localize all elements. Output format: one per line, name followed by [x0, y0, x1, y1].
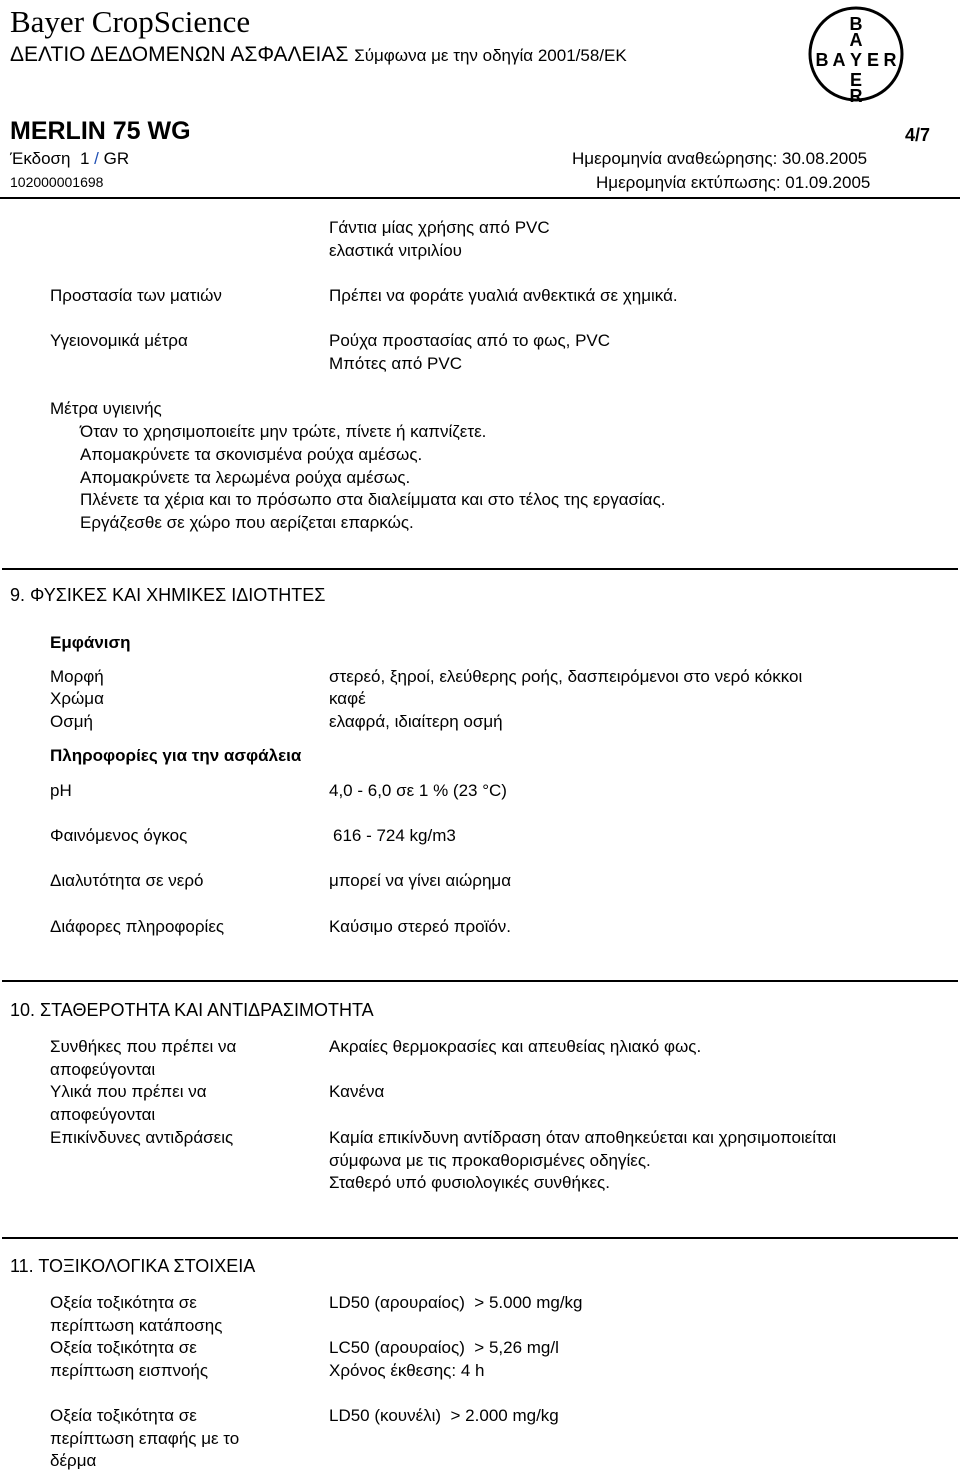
logo-letter-horizontal: E — [866, 50, 880, 70]
hygiene-value-2: Μπότες από PVC — [329, 354, 463, 373]
dermal-toxicity-label-1: Οξεία τοξικότητα σε — [50, 1406, 197, 1425]
color-label: Χρώμα — [50, 689, 104, 708]
hygiene-measures-title: Μέτρα υγιεινής — [50, 399, 162, 418]
materials-label-line-2: αποφεύγονται — [50, 1105, 156, 1124]
oral-toxicity-label-2: περίπτωση κατάποσης — [50, 1316, 223, 1335]
section-11-title: 11. ΤΟΞΙΚΟΛΟΓΙΚΑ ΣΤΟΙΧΕΙΑ — [10, 1256, 256, 1276]
bulk-density-value: 616 - 724 kg/m3 — [333, 826, 456, 845]
section-10-divider — [2, 980, 958, 982]
bayer-cross-logo — [806, 4, 906, 104]
appearance-heading: Εμφάνιση — [50, 633, 131, 652]
version-separator: / — [94, 149, 99, 168]
color-value: καφέ — [329, 689, 366, 708]
print-date: Ημερομηνία εκτύπωσης: 01.09.2005 — [596, 173, 871, 192]
materials-label-line-1: Υλικά που πρέπει να — [50, 1082, 207, 1101]
gloves-line-1: Γάντια μίας χρήσης από PVC — [329, 218, 550, 237]
odor-label: Οσμή — [50, 712, 93, 731]
materials-value: Κανένα — [329, 1082, 385, 1101]
ph-value: 4,0 - 6,0 σε 1 % (23 °C) — [329, 781, 507, 800]
header-divider — [0, 197, 960, 199]
version-number: 1 — [79, 149, 90, 168]
logo-letter-vertical: Y — [849, 50, 863, 70]
inhalation-toxicity-value-2: Χρόνος έκθεσης: 4 h — [329, 1361, 485, 1380]
bulk-density-label: Φαινόμενος όγκος — [50, 826, 188, 845]
version-info — [10, 148, 129, 170]
eye-protection-label: Προστασία των ματιών — [50, 286, 222, 305]
hazardous-reactions-value-2: σύμφωνα με τις προκαθορισμένες οδηγίες. — [329, 1151, 651, 1170]
inhalation-toxicity-label-1: Οξεία τοξικότητα σε — [50, 1338, 197, 1357]
hazardous-reactions-value-1: Καμία επικίνδυνη αντίδραση όταν αποθηκεύεται και χρησιμοποιείται — [329, 1128, 837, 1147]
section-9-title: 9. ΦΥΣΙΚΕΣ ΚΑΙ ΧΗΜΙΚΕΣ ΙΔΙΟΤΗΤΕΣ — [10, 585, 326, 605]
other-info-label: Διάφορες πληροφορίες — [50, 917, 225, 936]
section-10-title: 10. ΣΤΑΘΕΡΟΤΗΤΑ ΚΑΙ ΑΝΤΙΔΡΑΣΙΜΟΤΗΤΑ — [10, 1000, 374, 1020]
solubility-label: Διαλυτότητα σε νερό — [50, 871, 204, 890]
solubility-value: μπορεί να γίνει αιώρημα — [329, 871, 512, 890]
revision-date: Ημερομηνία αναθεώρησης: 30.08.2005 — [572, 149, 868, 168]
logo-letter-vertical: R — [849, 86, 863, 104]
company-name: Bayer CropScience — [10, 4, 251, 39]
hygiene-value-1: Ρούχα προστασίας από το φως, PVC — [329, 331, 611, 350]
inhalation-toxicity-label-2: περίπτωση εισπνοής — [50, 1361, 209, 1380]
section-9-divider — [2, 568, 958, 570]
ph-label: pH — [50, 781, 72, 800]
logo-letter-horizontal: R — [883, 50, 897, 70]
document-type-title: ΔΕΛΤΙΟ ΔΕΔΟΜΕΝΩΝ ΑΣΦΑΛΕΙΑΣ — [10, 43, 349, 66]
safety-info-heading: Πληροφορίες για την ασφάλεια — [50, 746, 302, 765]
hazardous-reactions-label: Επικίνδυνες αντιδράσεις — [50, 1128, 234, 1147]
hygiene-measure-item: Εργάζεσθε σε χώρο που αερίζεται επαρκώς. — [80, 513, 414, 532]
hygiene-measure-item: Όταν το χρησιμοποιείτε μην τρώτε, πίνετε ή καπνίζετε. — [80, 422, 487, 441]
odor-value: ελαφρά, ιδιαίτερη οσμή — [329, 712, 503, 731]
conditions-label-line-1: Συνθήκες που πρέπει να — [50, 1037, 237, 1056]
eye-protection-value: Πρέπει να φοράτε γυαλιά ανθεκτικά σε χημικά. — [329, 286, 678, 305]
hygiene-label: Υγειονομικά μέτρα — [50, 331, 188, 350]
page-number: 4/7 — [905, 125, 931, 145]
document-type — [10, 42, 627, 69]
version-language: GR — [103, 149, 130, 168]
inhalation-toxicity-value-1: LC50 (αρουραίος) > 5,26 mg/l — [329, 1338, 559, 1357]
gloves-line-2: ελαστικά νιτριλίου — [329, 241, 462, 260]
dermal-toxicity-label-2: περίπτωση επαφής με το — [50, 1429, 240, 1448]
dermal-toxicity-value: LD50 (κουνέλι) > 2.000 mg/kg — [329, 1406, 559, 1425]
logo-letter-vertical: B — [849, 14, 863, 34]
dermal-toxicity-label-3: δέρμα — [50, 1451, 97, 1470]
logo-letter-horizontal: A — [832, 50, 846, 70]
form-label: Μορφή — [50, 667, 104, 686]
svg-text:BAYER — [850, 14, 863, 104]
hazardous-reactions-value-3: Σταθερό υπό φυσιολογικές συνθήκες. — [329, 1173, 610, 1192]
oral-toxicity-label-1: Οξεία τοξικότητα σε — [50, 1293, 197, 1312]
logo-letter-horizontal: B — [815, 50, 829, 70]
conditions-label-line-2: αποφεύγονται — [50, 1060, 156, 1079]
oral-toxicity-value: LD50 (αρουραίος) > 5.000 mg/kg — [329, 1293, 583, 1312]
hygiene-measure-item: Πλένετε τα χέρια και το πρόσωπο στα διαλείμματα και στο τέλος της εργασίας. — [80, 490, 666, 509]
directive-text: Σύμφωνα με την οδηγία 2001/58/ΕΚ — [354, 46, 627, 65]
section-11-divider — [2, 1237, 958, 1239]
other-info-value: Καύσιμο στερεό προϊόν. — [329, 917, 512, 936]
form-value: στερεό, ξηροί, ελεύθερης ροής, δασπειρόμενοι στο νερό κόκκοι — [329, 667, 803, 686]
conditions-value: Ακραίες θερμοκρασίες και απευθείας ηλιακό φως. — [329, 1037, 702, 1056]
hygiene-measure-item: Απομακρύνετε τα λερωμένα ρούχα αμέσως. — [80, 468, 411, 487]
document-code: 102000001698 — [10, 174, 104, 190]
version-label: Έκδοση — [10, 149, 71, 168]
product-name: MERLIN 75 WG — [10, 117, 191, 145]
logo-letter-vertical: E — [849, 70, 863, 90]
logo-letter-vertical: A — [849, 30, 863, 50]
hygiene-measure-item: Απομακρύνετε τα σκονισμένα ρούχα αμέσως. — [80, 445, 423, 464]
